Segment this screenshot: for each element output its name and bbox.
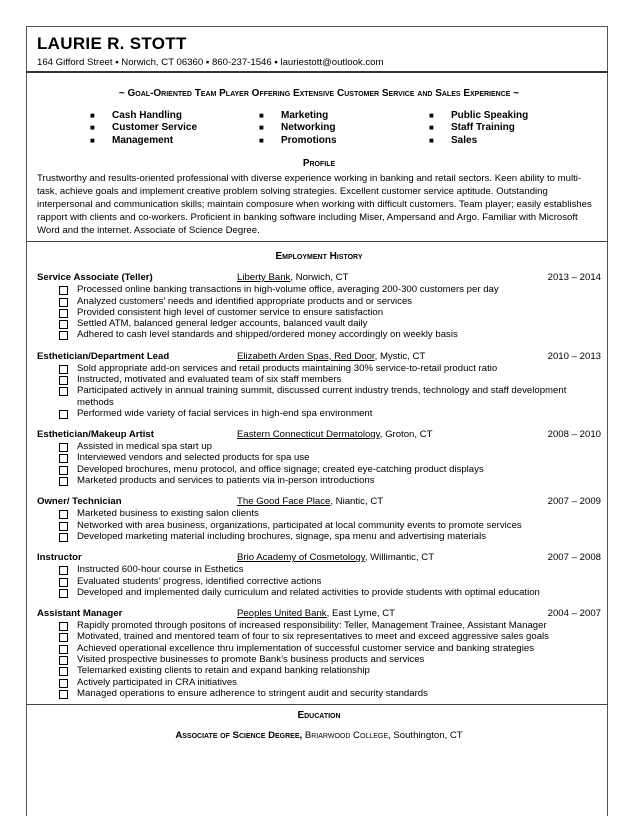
skills-list	[37, 110, 601, 147]
job-employer	[237, 607, 541, 620]
duty-item	[59, 587, 601, 598]
job-entry	[37, 428, 601, 486]
skill-label: Staff Training	[451, 122, 515, 134]
profile-text: Trustworthy and results-oriented professional with diverse experience working in banking and retail sectors. Keen ability to multi-task, achieve goals and implement creative problem solving strategies. Excellent customer service aptitude. Outstanding interpersonal and communication skills; maintain composure when working with difficult customers. Team player; easily establishes rapport with clients and co-workers. Proficient in banking software including Miser, Ampersand and Argo. Familiar with Microsoft Word and the internet. Associate of Science Degree.	[37, 173, 592, 237]
job-duties	[37, 564, 601, 598]
checkbox-bullet-icon	[59, 633, 68, 642]
employer-location: , Willimantic, CT	[364, 552, 435, 564]
checkbox-bullet-icon	[59, 667, 68, 676]
bullet-square-icon: ■	[429, 111, 434, 120]
job-list	[37, 271, 601, 699]
skill-label: Marketing	[281, 110, 329, 121]
checkbox-bullet-icon	[59, 477, 68, 486]
employer-name: Brio Academy of Cosmetology	[237, 552, 365, 564]
duty-item	[59, 508, 601, 519]
duty-text: Performed wide variety of facial services in high-end spa environment	[77, 407, 373, 419]
job-duties	[37, 363, 601, 419]
duty-text: Interviewed vendors and selected products for spa use	[77, 452, 310, 464]
employer-name: Peoples United Bank	[237, 608, 327, 620]
job-employer	[237, 551, 541, 564]
skill-label: Public Speaking	[451, 110, 529, 121]
bullet-square-icon: ■	[259, 123, 264, 133]
job-duties	[37, 441, 601, 486]
duty-text: Marketed products and services to patients via in-person introductions	[77, 475, 375, 487]
employer-location: , Groton, CT	[379, 429, 433, 441]
duty-item	[59, 688, 601, 699]
duty-item	[59, 620, 601, 631]
skill-item	[90, 135, 259, 147]
job-header	[37, 350, 601, 363]
bullet-square-icon: ■	[429, 123, 434, 133]
job-entry	[37, 350, 601, 419]
job-header	[37, 551, 601, 564]
duty-text: Analyzed customers’ needs and identified appropriate products and or services	[77, 295, 413, 307]
bullet-square-icon: ■	[90, 111, 95, 120]
resume	[37, 34, 601, 742]
job-duties	[37, 284, 601, 340]
duty-item	[59, 363, 601, 374]
duty-item	[59, 564, 601, 575]
duty-item	[59, 307, 601, 318]
checkbox-bullet-icon	[59, 387, 68, 396]
duty-item	[59, 441, 601, 452]
bullet-square-icon: ■	[259, 111, 264, 120]
duty-text: Evaluated students’ progress, identified corrective actions	[77, 575, 322, 587]
duty-item	[59, 464, 601, 475]
duty-text: Assisted in medical spa start up	[77, 441, 212, 453]
checkbox-bullet-icon	[59, 466, 68, 475]
skill-item	[259, 135, 429, 147]
profile-heading	[37, 157, 601, 170]
duty-item	[59, 318, 601, 329]
skill-label: Promotions	[281, 134, 337, 146]
duty-text: Networked with area business, organizations, participated at local community events to promote services	[77, 519, 522, 531]
job-employer	[237, 271, 541, 284]
job-title: Esthetician/Makeup Artist	[37, 429, 154, 441]
job-title: Assistant Manager	[37, 608, 123, 620]
duty-text: Telemarked existing clients to retain and expand banking relationship	[77, 665, 370, 677]
checkbox-bullet-icon	[59, 522, 68, 531]
goal-text: ~ Goal-Oriented Team Player Offering Extensive Customer Service and Sales Experience ~	[118, 88, 520, 99]
duty-text: Developed marketing material including brochures, signage, spa menu and advertising materials	[77, 530, 487, 542]
checkbox-bullet-icon	[59, 510, 68, 519]
checkbox-bullet-icon	[59, 645, 68, 654]
duty-text: Visited prospective businesses to promote Bank’s business products and services	[77, 654, 425, 666]
duty-text: Actively participated in CRA initiatives	[77, 676, 237, 688]
duty-text: Instructed, motivated and evaluated team of six staff members	[77, 374, 342, 385]
employer-name: Elizabeth Arden Spas, Red Door	[237, 350, 375, 362]
duty-item	[59, 654, 601, 665]
duty-item	[59, 296, 601, 307]
job-employer	[237, 495, 541, 508]
bullet-square-icon: ■	[429, 135, 434, 145]
checkbox-bullet-icon	[59, 410, 68, 419]
job-dates: 2008 – 2010	[547, 429, 601, 441]
skills-column-1	[90, 110, 259, 147]
duty-text: Managed operations to ensure adherence to stringent audit and security standards	[77, 687, 428, 699]
checkbox-bullet-icon	[59, 533, 68, 542]
checkbox-bullet-icon	[59, 656, 68, 665]
job-entry	[37, 271, 601, 340]
checkbox-bullet-icon	[59, 298, 68, 307]
bullet-square-icon: ■	[259, 135, 264, 145]
job-dates: 2010 – 2013	[547, 350, 601, 362]
degree: Associate of Science Degree,	[175, 730, 303, 742]
job-dates: 2013 – 2014	[547, 272, 601, 284]
job-title: Owner/ Technician	[37, 496, 122, 508]
job-employer	[237, 350, 541, 363]
duty-text: Instructed 600-hour course in Esthetics	[77, 564, 244, 576]
bullet-square-icon: ■	[90, 135, 95, 145]
duty-text: Marketed business to existing salon clients	[77, 508, 259, 520]
checkbox-bullet-icon	[59, 622, 68, 631]
education-divider	[26, 704, 608, 705]
duty-text: Participated actively in annual training summit, discussed current industry trends, technology and staff development methods	[77, 385, 567, 408]
duty-item	[59, 374, 601, 385]
job-duties	[37, 508, 601, 542]
job-title: Esthetician/Department Lead	[37, 350, 170, 362]
job-entry	[37, 495, 601, 542]
job-dates: 2004 – 2007	[547, 608, 601, 620]
duty-item	[59, 531, 601, 542]
skill-label: Cash Handling	[112, 110, 183, 121]
skills-column-3	[429, 110, 528, 147]
job-dates: 2007 – 2008	[547, 552, 601, 564]
checkbox-bullet-icon	[59, 578, 68, 587]
duty-item	[59, 329, 601, 340]
checkbox-bullet-icon	[59, 443, 68, 452]
duty-text: Achieved operational excellence thru implementation of successful customer service and banking strategies	[77, 642, 535, 654]
checkbox-bullet-icon	[59, 309, 68, 318]
duty-text: Settled ATM, balanced general ledger accounts, balanced vault daily	[77, 318, 368, 330]
duty-text: Developed brochures, menu protocol, and office signage; created eye-catching product displays	[77, 463, 484, 475]
contact-line: 164 Gifford Street ▪ Norwich, CT 06360 ▪ 860-237-1546 ▪ lauriestott@outlook.com	[37, 57, 384, 68]
checkbox-bullet-icon	[59, 376, 68, 385]
duty-text: Sold appropriate add-on services and retail products maintaining 30% service-to-retail product ratio	[77, 362, 498, 374]
job-dates: 2007 – 2009	[547, 496, 601, 508]
skill-item	[90, 122, 259, 134]
skill-item	[429, 110, 528, 122]
duty-item	[59, 408, 601, 419]
checkbox-bullet-icon	[59, 365, 68, 374]
candidate-name: LAURIE R. STOTT	[37, 34, 187, 53]
education-entry	[37, 729, 601, 742]
employer-name: The Good Face Place	[237, 496, 331, 508]
checkbox-bullet-icon	[59, 690, 68, 699]
job-title: Service Associate (Teller)	[37, 272, 153, 284]
employer-name: Eastern Connecticut Dermatology	[237, 429, 380, 441]
skills-column-2	[259, 110, 429, 147]
college-location: Southington, CT	[390, 730, 463, 742]
employment-divider	[26, 241, 608, 242]
job-header	[37, 271, 601, 284]
employer-location: , East Lyme, CT	[326, 608, 396, 620]
employer-location: , Norwich, CT	[290, 272, 349, 284]
duty-text: Developed and implemented daily curriculum and related activities to provide students with optimal education	[77, 586, 540, 598]
employment-heading	[37, 249, 601, 263]
skill-label: Sales	[451, 134, 478, 146]
job-entry	[37, 551, 601, 598]
duty-text: Provided consistent high level of customer service to ensure satisfaction	[77, 306, 384, 318]
checkbox-bullet-icon	[59, 454, 68, 463]
job-header	[37, 495, 601, 508]
job-header	[37, 428, 601, 441]
duty-item	[59, 643, 601, 654]
duty-item	[59, 284, 601, 295]
job-employer	[237, 428, 541, 441]
skill-item	[429, 135, 528, 147]
duty-item	[59, 665, 601, 676]
duty-text: Adhered to cash level standards and shipped/ordered money accordingly on weekly basis	[77, 329, 458, 341]
employment-heading-text: Employment History	[275, 251, 363, 263]
checkbox-bullet-icon	[59, 320, 68, 329]
duty-text: Motivated, trained and mentored team of four to six representatives to meet and exceed aggressive sales goals	[77, 631, 549, 643]
checkbox-bullet-icon	[59, 331, 68, 340]
goal-statement	[37, 87, 601, 100]
job-entry	[37, 607, 601, 699]
job-header	[37, 607, 601, 620]
education-heading	[37, 709, 601, 722]
employer-location: , Mystic, CT	[374, 350, 426, 362]
bullet-square-icon: ■	[90, 123, 95, 133]
duty-text: Rapidly promoted through positons of increased responsibility: Teller, Management Trainee, Assistant Manager	[77, 620, 547, 632]
checkbox-bullet-icon	[59, 679, 68, 688]
duty-item	[59, 452, 601, 463]
profile-heading-text: Profile	[302, 158, 336, 170]
college: Briarwood College,	[304, 730, 391, 742]
skill-label: Networking	[281, 122, 336, 134]
header-divider	[26, 71, 608, 73]
skill-label: Customer Service	[112, 122, 198, 134]
education-heading-text: Education	[297, 710, 341, 722]
skill-item	[259, 110, 429, 122]
checkbox-bullet-icon	[59, 589, 68, 598]
employer-location: , Niantic, CT	[330, 496, 384, 508]
duty-item	[59, 576, 601, 587]
checkbox-bullet-icon	[59, 566, 68, 575]
duty-item	[59, 475, 601, 486]
duty-item	[59, 631, 601, 642]
employer-name: Liberty Bank	[237, 272, 291, 284]
duty-item	[59, 677, 601, 688]
duty-item	[59, 385, 601, 408]
job-title: Instructor	[37, 552, 82, 564]
duty-text: Processed online banking transactions in high-volume office, averaging 200-300 customers per day	[77, 284, 499, 296]
skill-item	[90, 110, 259, 122]
duty-item	[59, 520, 601, 531]
checkbox-bullet-icon	[59, 286, 68, 295]
skill-label: Management	[112, 134, 174, 146]
skill-item	[429, 122, 528, 134]
skill-item	[259, 122, 429, 134]
job-duties	[37, 620, 601, 699]
